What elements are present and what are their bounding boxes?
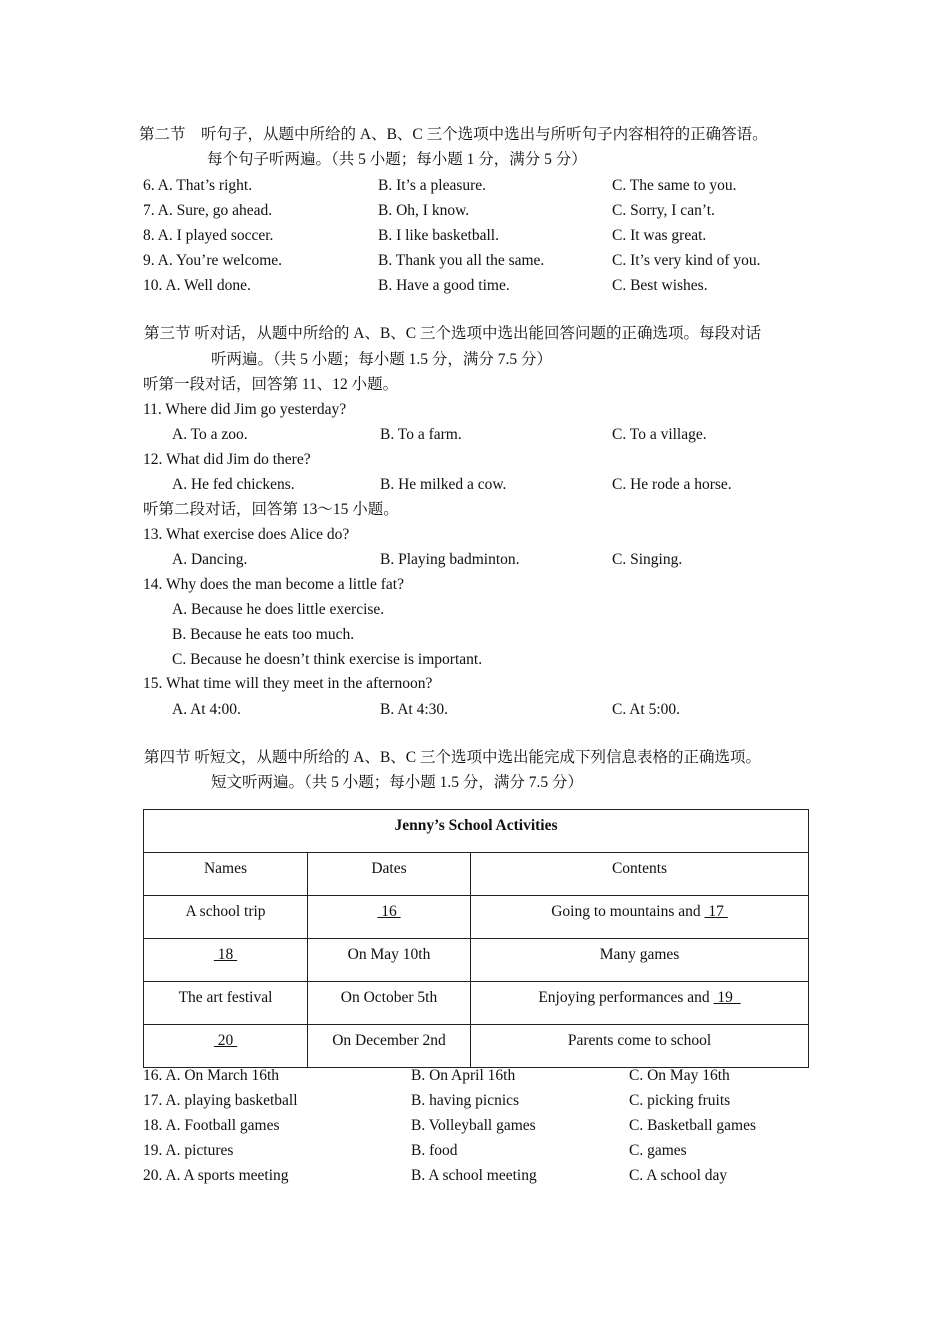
- table-title: Jenny’s School Activities: [144, 810, 809, 853]
- q14-stem: 14. Why does the man become a little fat?: [143, 576, 404, 593]
- q15-option-a: A. At 4:00.: [172, 701, 241, 718]
- q20-option-c: C. A school day: [629, 1167, 728, 1184]
- table-header-contents: Contents: [471, 853, 809, 896]
- q15-option-b: B. At 4:30.: [380, 701, 449, 718]
- q17-option-b: B. having picnics: [411, 1092, 520, 1109]
- table-cell-name: The art festival: [144, 982, 308, 1025]
- table-cell-name: [144, 1025, 308, 1068]
- q19-option-a: 19. A. pictures: [143, 1142, 234, 1159]
- table-row: [144, 939, 809, 982]
- section2-heading-cont: 每个句子听两遍。（共 5 小题；每小题 1 分，满分 5 分）: [207, 151, 587, 168]
- q9-option-b: B. Thank you all the same.: [378, 252, 545, 269]
- blank-19: 19: [713, 989, 741, 1006]
- q14-option-a: A. Because he does little exercise.: [172, 601, 385, 618]
- table-cell-date: On December 2nd: [308, 1025, 471, 1068]
- q20-option-a: 20. A. A sports meeting: [143, 1167, 289, 1184]
- q15-stem: 15. What time will they meet in the afternoon?: [143, 675, 433, 692]
- blank-17: 17: [704, 903, 728, 920]
- q14-option-b: B. Because he eats too much.: [172, 626, 355, 643]
- q17-option-c: C. picking fruits: [629, 1092, 731, 1109]
- table-cell-date: On October 5th: [308, 982, 471, 1025]
- q19-option-c: C. games: [629, 1142, 687, 1159]
- q6-option-c: C. The same to you.: [612, 177, 737, 194]
- q18-option-c: C. Basketball games: [629, 1117, 756, 1134]
- q18-option-b: B. Volleyball games: [411, 1117, 536, 1134]
- q11-option-c: C. To a village.: [612, 426, 707, 443]
- table-cell-date: On May 10th: [308, 939, 471, 982]
- q16-option-b: B. On April 16th: [411, 1067, 516, 1084]
- q9-option-c: C. It’s very kind of you.: [612, 252, 761, 269]
- content-text: Going to mountains and: [551, 903, 705, 920]
- table-cell-content: [471, 896, 809, 939]
- q13-option-c: C. Singing.: [612, 551, 683, 568]
- q8-option-b: B. I like basketball.: [378, 227, 499, 244]
- q12-option-b: B. He milked a cow.: [380, 476, 507, 493]
- q11-option-b: B. To a farm.: [380, 426, 462, 443]
- table-cell-name: [144, 939, 308, 982]
- q6-option-a: 6. A. That’s right.: [143, 177, 253, 194]
- section4-heading-cont: 短文听两遍。（共 5 小题；每小题 1.5 分，满分 7.5 分）: [211, 774, 584, 791]
- q9-option-a: 9. A. You’re welcome.: [143, 252, 283, 269]
- blank-18: 18: [213, 946, 238, 963]
- q12-option-c: C. He rode a horse.: [612, 476, 732, 493]
- table-row: [144, 896, 809, 939]
- q17-option-a: 17. A. playing basketball: [143, 1092, 298, 1109]
- table-row: [144, 982, 809, 1025]
- q12-stem: 12. What did Jim do there?: [143, 451, 311, 468]
- table-cell-content: Parents come to school: [471, 1025, 809, 1068]
- table-cell-content: Many games: [471, 939, 809, 982]
- table-row: [144, 1025, 809, 1068]
- table-header-dates: Dates: [308, 853, 471, 896]
- content-text: Enjoying performances and: [538, 989, 714, 1006]
- q13-option-a: A. Dancing.: [172, 551, 248, 568]
- q10-option-c: C. Best wishes.: [612, 277, 708, 294]
- table-cell-date: [308, 896, 471, 939]
- dialog2-instruction: 听第二段对话，回答第 13～15 小题。: [143, 501, 399, 518]
- q6-option-b: B. It’s a pleasure.: [378, 177, 487, 194]
- q19-option-b: B. food: [411, 1142, 458, 1159]
- q7-option-b: B. Oh, I know.: [378, 202, 470, 219]
- q20-option-b: B. A school meeting: [411, 1167, 537, 1184]
- q14-option-c: C. Because he doesn’t think exercise is important.: [172, 651, 483, 668]
- q15-option-c: C. At 5:00.: [612, 701, 681, 718]
- blank-20: 20: [213, 1032, 238, 1049]
- blank-16: 16: [377, 903, 401, 920]
- q11-stem: 11. Where did Jim go yesterday?: [143, 401, 347, 418]
- q12-option-a: A. He fed chickens.: [172, 476, 295, 493]
- activities-table: [143, 809, 809, 1068]
- q16-option-a: 16. A. On March 16th: [143, 1067, 280, 1084]
- q10-option-a: 10. A. Well done.: [143, 277, 251, 294]
- section2-heading: 第二节 听句子，从题中所给的 A、B、C 三个选项中选出与所听句子内容相符的正确答语。: [139, 126, 768, 143]
- section4-heading: 第四节 听短文，从题中所给的 A、B、C 三个选项中选出能完成下列信息表格的正确选项。: [144, 749, 761, 766]
- q13-option-b: B. Playing badminton.: [380, 551, 520, 568]
- q7-option-a: 7. A. Sure, go ahead.: [143, 202, 273, 219]
- table-cell-name: A school trip: [144, 896, 308, 939]
- q11-option-a: A. To a zoo.: [172, 426, 248, 443]
- q13-stem: 13. What exercise does Alice do?: [143, 526, 350, 543]
- section3-heading-cont: 听两遍。（共 5 小题；每小题 1.5 分，满分 7.5 分）: [211, 351, 553, 368]
- q8-option-c: C. It was great.: [612, 227, 707, 244]
- section3-heading: 第三节 听对话，从题中所给的 A、B、C 三个选项中选出能回答问题的正确选项。每段对话: [144, 325, 761, 342]
- q10-option-b: B. Have a good time.: [378, 277, 510, 294]
- q16-option-c: C. On May 16th: [629, 1067, 730, 1084]
- q7-option-c: C. Sorry, I can’t.: [612, 202, 715, 219]
- table-header-names: Names: [144, 853, 308, 896]
- dialog1-instruction: 听第一段对话，回答第 11、12 小题。: [143, 376, 399, 393]
- q18-option-a: 18. A. Football games: [143, 1117, 280, 1134]
- table-cell-content: [471, 982, 809, 1025]
- q8-option-a: 8. A. I played soccer.: [143, 227, 274, 244]
